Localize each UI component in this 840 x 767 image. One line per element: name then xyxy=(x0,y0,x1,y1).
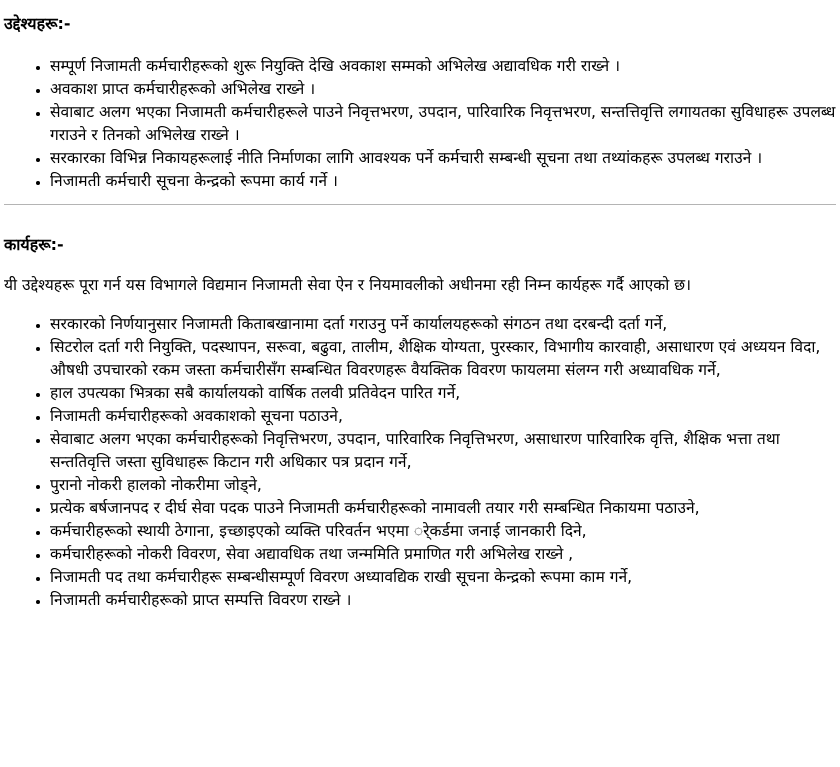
functions-intro: यी उद्देश्यहरू पूरा गर्न यस विभागले विद्यमान निजामती सेवा ऐन र नियमावलीको अधीनमा रही निम्न कार्यहरू गर्दै आएको छ। xyxy=(4,276,692,294)
objective-item: • सेवाबाट अलग भएका निजामती कर्मचारीहरूले पाउने निवृत्तभरण, उपदान, पारिवारिक निवृत्तभरण, सन्तत्तिवृत्ति लगायतका सुविधाहरू उपलब्ध गराउने र तिनको अभिलेख राख्ने । xyxy=(50,101,836,147)
function-item: • हाल उपत्यका भित्रका सबै कार्यालयको वार्षिक तलवी प्रतिवेदन पारित गर्ने, xyxy=(50,382,836,405)
objective-item: • सम्पूर्ण निजामती कर्मचारीहरूको शुरू नियुक्ति देखि अवकाश सम्मको अभिलेख अद्यावधिक गरी राख्ने । xyxy=(50,55,836,78)
objectives-list xyxy=(4,55,836,193)
function-item: • कर्मचारीहरूको नोकरी विवरण, सेवा अद्यावधिक तथा जन्ममिति प्रमाणित गरी अभिलेख राख्ने , xyxy=(50,543,836,566)
function-item: • पुरानो नोकरी हालको नोकरीमा जोड्ने, xyxy=(50,474,836,497)
objective-item: • अवकाश प्राप्त कर्मचारीहरूको अभिलेख राख्ने । xyxy=(50,78,836,101)
function-item: • सेवाबाट अलग भएका कर्मचारीहरूको निवृत्तिभरण, उपदान, पारिवारिक निवृत्तिभरण, असाधारण पारिवारिक वृत्ति, शैक्षिक भत्ता तथा सन्ततिवृत्ति जस्ता सुविधाहरू किटान गरी अधिकार पत्र प्रदान गर्ने, xyxy=(50,428,836,474)
function-item: • कर्मचारीहरूको स्थायी ठेगाना, इच्छाइएको व्यक्ति परिवर्तन भएमा र्ेकर्डमा जनाई जानकारी दिने, xyxy=(50,520,836,543)
section-divider xyxy=(4,204,836,205)
function-item: • निजामती कर्मचारीहरूको प्राप्त सम्पत्ति विवरण राख्ने । xyxy=(50,589,836,612)
functions-list xyxy=(4,313,836,612)
function-item: • प्रत्येक बर्षजानपद र दीर्घ सेवा पदक पाउने निजामती कर्मचारीहरूको नामावली तयार गरी सम्बन्धित निकायमा पठाउने, xyxy=(50,497,836,520)
function-item: • निजामती पद तथा कर्मचारीहरू सम्बन्धीसम्पूर्ण विवरण अध्यावद्यिक राखी सूचना केन्द्रको रूपमा काम गर्ने, xyxy=(50,566,836,589)
functions-heading: कार्यहरू:- xyxy=(4,235,64,254)
objective-item: • सरकारका विभिन्न निकायहरूलाई नीति निर्माणका लागि आवश्यक पर्ने कर्मचारी सम्बन्धी सूचना तथा तथ्यांकहरू उपलब्ध गराउने । xyxy=(50,147,836,170)
function-item: • सरकारको निर्णयानुसार निजामती किताबखानामा दर्ता गराउनु पर्ने कार्यालयहरूको संगठन तथा दरबन्दी दर्ता गर्ने, xyxy=(50,313,836,336)
function-item: • निजामती कर्मचारीहरूको अवकाशको सूचना पठाउने, xyxy=(50,405,836,428)
objective-item: • निजामती कर्मचारी सूचना केन्द्रको रूपमा कार्य गर्ने । xyxy=(50,170,836,193)
function-item: • सिटरोल दर्ता गरी नियुक्ति, पदस्थापन, सरूवा, बढुवा, तालीम, शैक्षिक योग्यता, पुरस्कार, विभागीय कारवाही, असाधारण एवं अध्ययन विदा, औषधी उपचारको रकम जस्ता कर्मचारीसँग सम्बन्धित विवरणहरू वैयक्तिक विवरण फायलमा संलग्न गरी अध्यावधिक गर्ने, xyxy=(50,336,836,382)
objectives-heading: उद्देश्यहरू:- xyxy=(4,14,71,33)
